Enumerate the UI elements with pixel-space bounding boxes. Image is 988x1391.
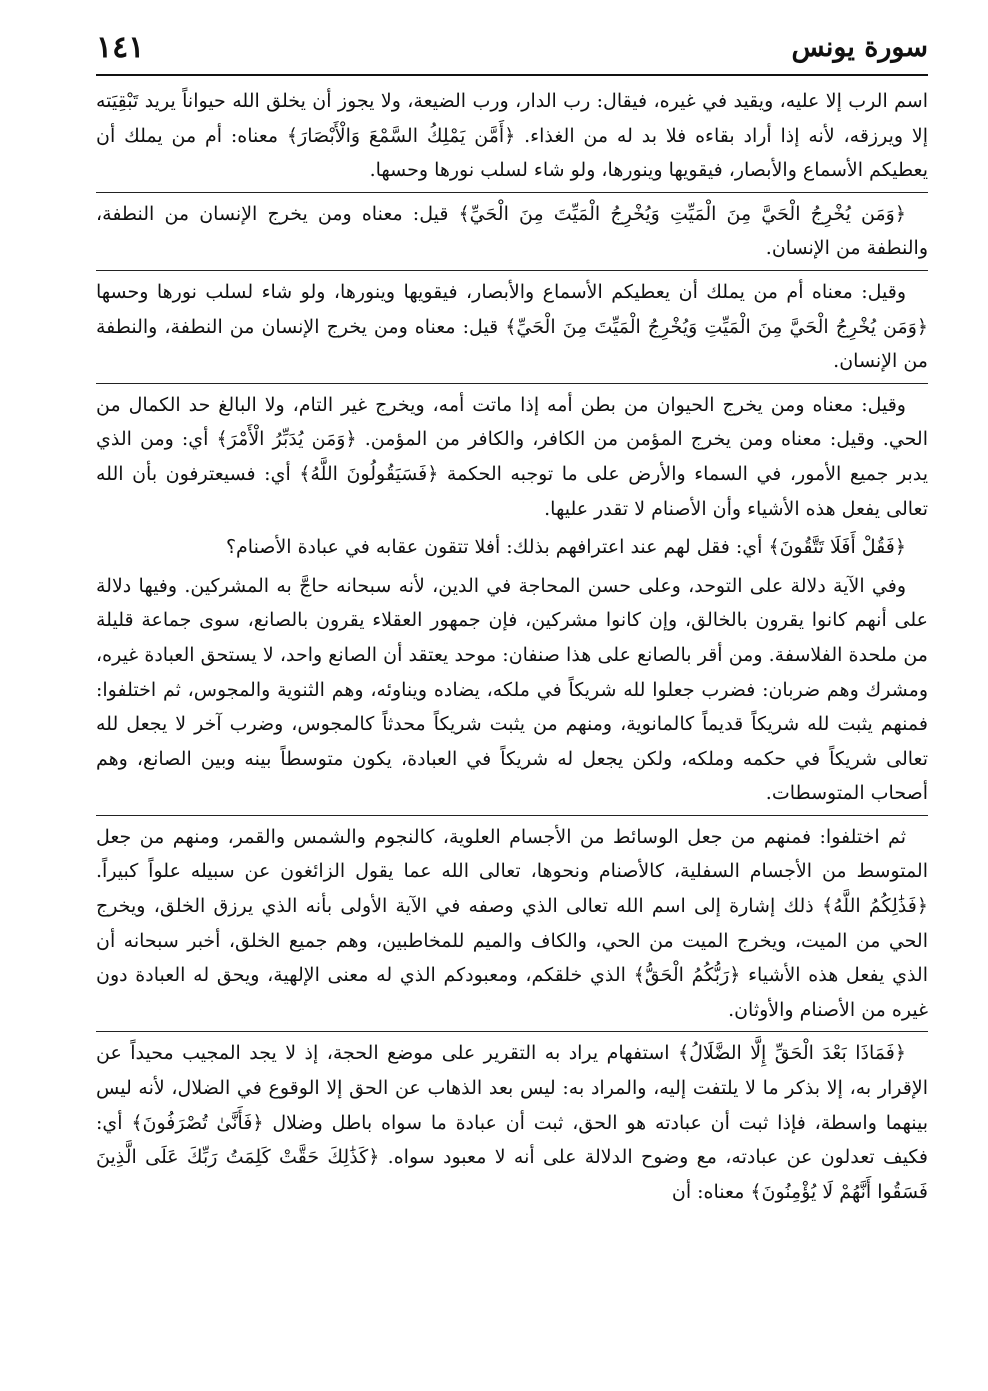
paragraph-divider [96, 1031, 928, 1032]
page-body [96, 84, 928, 1213]
paragraph-divider [96, 270, 928, 271]
paragraph-5: ﴿فَقُلْ أَفَلَا تَتَّقُونَ﴾ أي: فقل لهم عند اعترافهم بذلك: أفلا تتقون عقابه في عبادة الأصنام؟ [225, 536, 906, 559]
paragraph-3: وقيل: معناه أم من يملك أن يعطيكم الأسماع والأبصار، فيقويها وينورها، ولو شاء لسلب نورها وحسها ﴿وَمَن يُخْرِجُ الْحَيَّ مِنَ الْمَيِّتِ وَيُخْرِجُ الْمَيِّتَ مِنَ الْحَيِّ﴾ قيل: معناه ومن يخرج الإنسان من النطفة، والنطفة من الإنسان. [96, 280, 928, 373]
paragraph-7: ثم اختلفوا: فمنهم من جعل الوسائط من الأجسام العلوية، كالنجوم والشمس والقمر، ومنهم من جعل المتوسط من الأجسام السفلية، كالأصنام ونحوها، تعالى الله عما يقول الزائغون عن سبيله علواً كبيراً. ﴿فَذَٰلِكُمُ اللَّهُ﴾ ذلك إشارة إلى اسم الله تعالى الذي وصفه في الآية الأولى بأنه الذي يرزق الخلق، ويخرج الحي من الميت، ويخرج الميت من الحي، والكاف والميم للمخاطبين، وهم جميع الخلق، أخبر سبحانه أن الذي يفعل هذه الأشياء ﴿رَبُّكُمُ الْحَقُّ﴾ الذي خلقكم، ومعبودكم الذي له معنى الإلهية، ويحق له العبادة دون غيره من الأصنام والأوثان. [96, 825, 928, 1021]
header-rule [96, 74, 928, 76]
paragraph-2: ﴿وَمَن يُخْرِجُ الْحَيَّ مِنَ الْمَيِّتِ وَيُخْرِجُ الْمَيِّتَ مِنَ الْحَيِّ﴾ قيل: معناه ومن يخرج الإنسان من النطفة، والنطفة من الإنسان. [96, 202, 928, 260]
paragraph-1: اسم الرب إلا عليه، ويقيد في غيره، فيقال: رب الدار، ورب الضيعة، ولا يجوز أن يخلق الله حيواناً يريد تَبْقِيَته إلا ويرزقه، لأنه إذا أراد بقاءه فلا بد له من الغذاء. ﴿أَمَّن يَمْلِكُ السَّمْعَ وَالْأَبْصَارَ﴾ معناه: أم من يملك أن يعطيكم الأسماع والأبصار، فيقويها وينورها، ولو شاء لسلب نورها وحسها. [96, 90, 928, 182]
paragraph-4: وقيل: معناه ومن يخرج الحيوان من بطن أمه إذا ماتت أمه، ويخرج غير التام، ولا البالغ حد الكمال من الحي. وقيل: معناه ومن يخرج المؤمن من الكافر، والكافر من المؤمن. ﴿وَمَن يُدَبِّرُ الْأَمْرَ﴾ أي: ومن الذي يدبر جميع الأمور، في السماء والأرض على ما توجبه الحكمة ﴿فَسَيَقُولُونَ اللَّهُ﴾ أي: فسيعترفون بأن الله تعالى يفعل هذه الأشياء وأن الأصنام لا تقدر عليها. [96, 393, 928, 520]
page-header [96, 22, 928, 72]
paragraph-8: ﴿فَمَاذَا بَعْدَ الْحَقِّ إِلَّا الضَّلَالُ﴾ استفهام يراد به التقرير على موضع الحجة، إذ لا يجد المجيب محيداً عن الإقرار به، إلا بذكر ما لا يلتفت إليه، والمراد به: ليس بعد الذهاب عن الحق إلا الوقوع في الضلال، لأنه ليس بينهما واسطة، فإذا ثبت أن عبادته هو الحق، ثبت أن عبادة ما سواه باطل وضلال ﴿فَأَنَّىٰ تُصْرَفُونَ﴾ أي: فكيف تعدلون عن عبادته، مع وضوح الدلالة على أنه لا معبود سواه. ﴿كَذَٰلِكَ حَقَّتْ كَلِمَتُ رَبِّكَ عَلَى الَّذِينَ فَسَقُوا أَنَّهُمْ لَا يُؤْمِنُونَ﴾ معناه: أن [96, 1042, 928, 1203]
page-number: ١٤١ [96, 29, 145, 65]
paragraph-divider [96, 815, 928, 816]
paragraph-6: وفي الآية دلالة على التوحد، وعلى حسن المحاجة في الدين، لأنه سبحانه حاجَّ به المشركين. وفيها دلالة على أنهم كانوا يقرون بالخالق، وإن كانوا مشركين، فإن جمهور العقلاء يقرون بالصانع، سوى جماعة قليلة من ملحدة الفلاسفة. ومن أقر بالصانع على هذا صنفان: موحد يعتقد أن الصانع واحد، لا يستحق العبادة غيره، ومشرك وهم ضربان: فضرب جعلوا لله شريكاً في ملكه، يضاده ويناوئه، وهم الثنوية والمجوس، ثم اختلفوا: فمنهم يثبت لله شريكاً قديماً كالمانوية، ومنهم من يثبت شريكاً محدثاً كالمجوس، وضرب آخر لا يجعل لله تعالى شريكاً في حكمه وملكه، ولكن يجعل له شريكاً في العبادة، يكون متوسطاً بينه وبين الصانع، وهم أصحاب المتوسطات. [96, 574, 928, 805]
paragraph-divider [96, 192, 928, 193]
paragraph-divider [96, 383, 928, 384]
surah-title: سورة يونس [791, 31, 928, 63]
